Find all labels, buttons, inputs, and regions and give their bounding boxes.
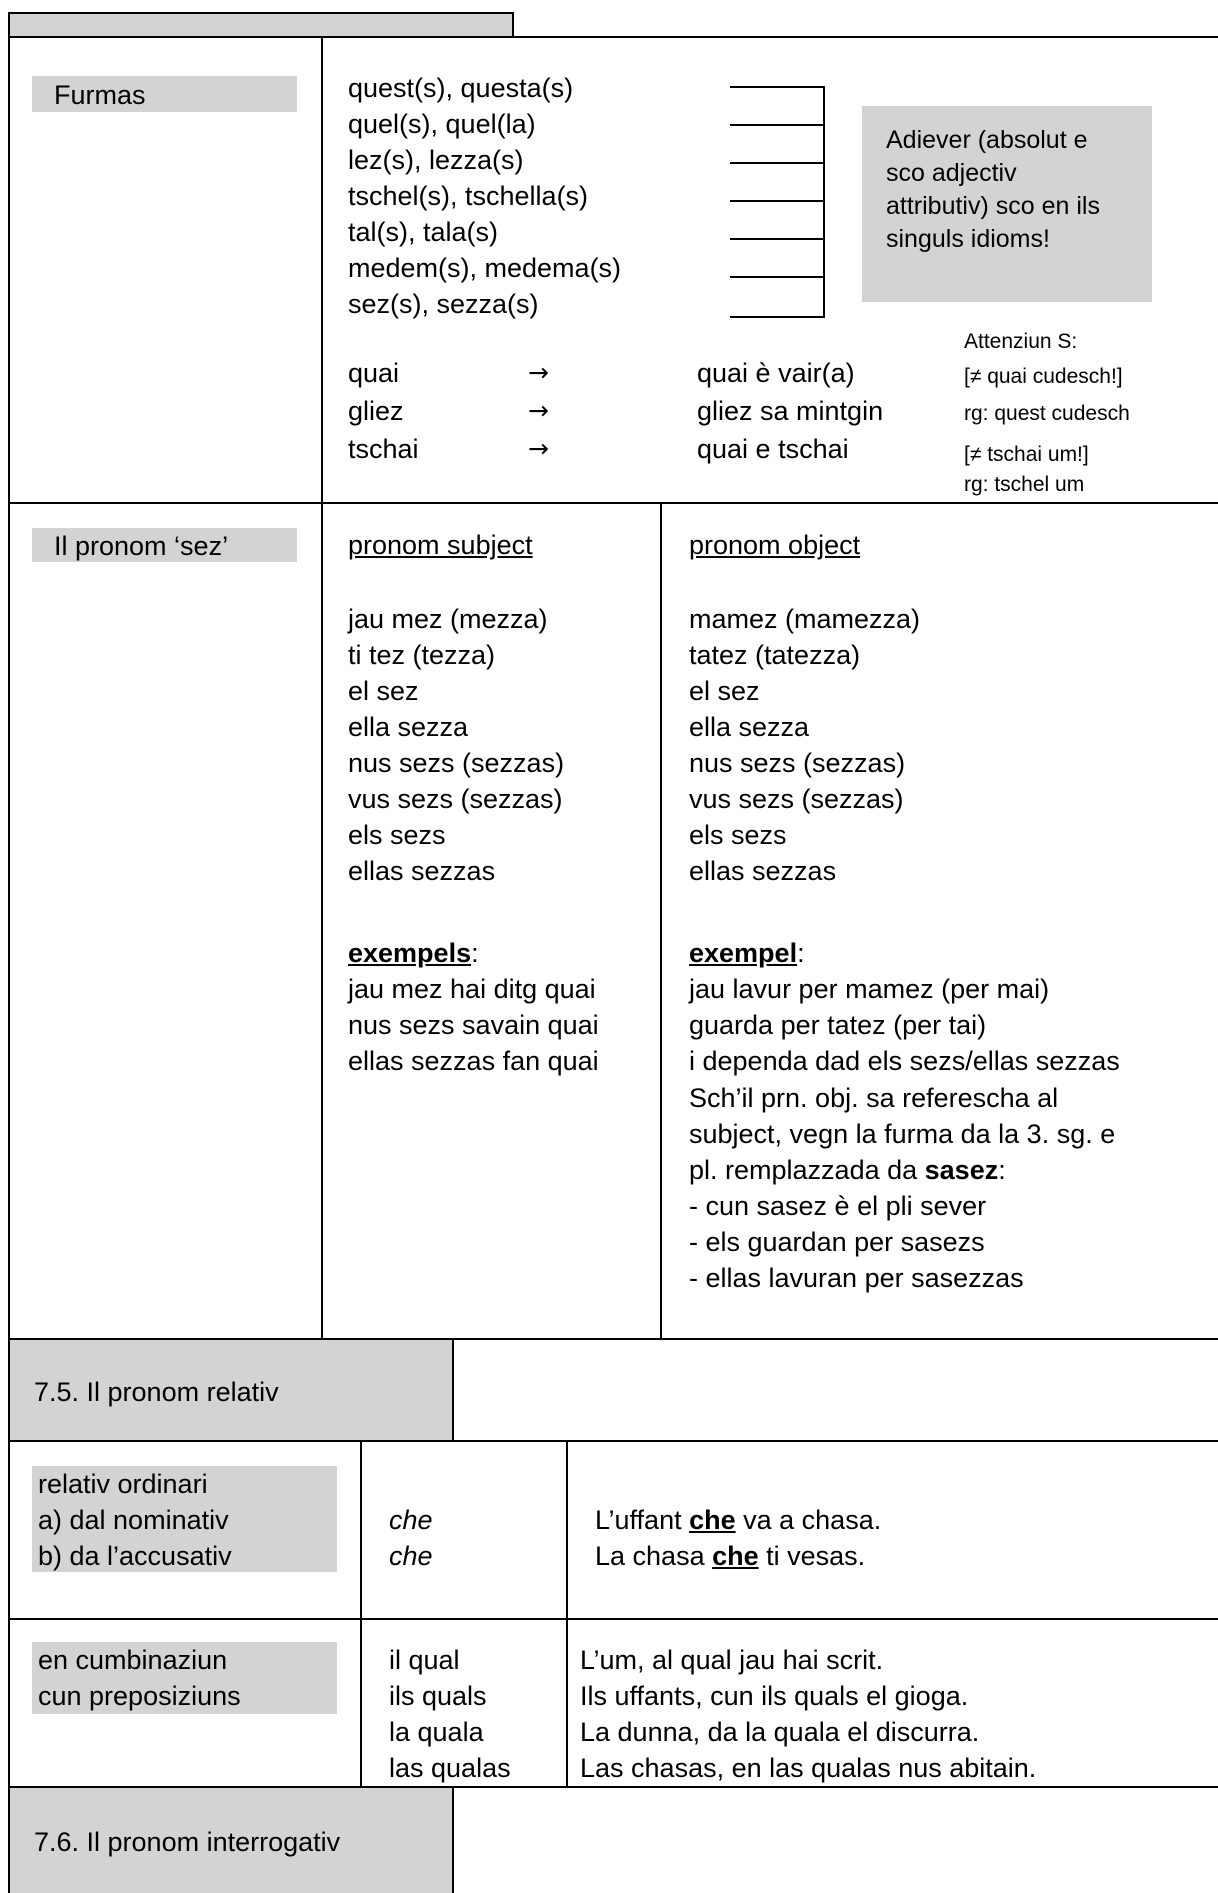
note-example: - els guardan per sasezs <box>689 1227 985 1257</box>
note-line: pl. remplazzada da sasez: <box>689 1155 1006 1185</box>
adverb-example: gliez sa mintgin <box>697 396 884 426</box>
relativ-title-box <box>10 1340 452 1440</box>
object-form: els sezs <box>689 820 787 850</box>
object-examples <box>689 971 1120 1079</box>
note-line: Sch’il prn. obj. sa referescha al <box>689 1083 1059 1113</box>
form-line: sez(s), sezza(s) <box>348 289 539 319</box>
subject-form: ti tez (tezza) <box>348 640 496 670</box>
object-form: mamez (mamezza) <box>689 604 921 634</box>
rule <box>452 1338 454 1440</box>
demonstrative-forms <box>348 70 621 322</box>
relative-example: La dunna, da la quala el discurra. <box>580 1717 980 1747</box>
note-line: Adiever (absolut e <box>886 126 1088 154</box>
rule <box>321 36 323 1338</box>
object-form: el sez <box>689 676 760 706</box>
form-line: medem(s), medema(s) <box>348 253 622 283</box>
object-form: ellas sezzas <box>689 856 837 886</box>
attention-line: rg: tschel um <box>964 473 1085 496</box>
subject-form: vus sezs (sezzas) <box>348 784 563 814</box>
subject-form: el sez <box>348 676 419 706</box>
relative-pronoun: ils quals <box>389 1681 487 1711</box>
relative-example: Ils uffants, cun ils quals el gioga. <box>580 1681 969 1711</box>
subject-examples-heading: exempels: <box>348 938 479 968</box>
note-example: - ellas lavuran per sasezzas <box>689 1263 1024 1293</box>
object-form: vus sezs (sezzas) <box>689 784 904 814</box>
relative-pronoun: las qualas <box>389 1753 511 1783</box>
rule <box>8 1618 1218 1620</box>
object-example: guarda per tatez (per tai) <box>689 1010 987 1040</box>
attention-line: Attenziun S: <box>964 330 1078 353</box>
note-line: singuls idioms! <box>886 225 1050 253</box>
form-line: quel(s), quel(la) <box>348 109 536 139</box>
adverb-word: tschai <box>348 434 419 464</box>
bracket <box>730 86 825 318</box>
ordinari-label: relativ ordinari <box>38 1469 208 1499</box>
interrogativ-title: 7.6. Il pronom interrogativ <box>34 1827 341 1857</box>
arrow-icon: → <box>528 434 549 463</box>
adiever-note <box>862 106 1152 302</box>
subject-form: ellas sezzas <box>348 856 496 886</box>
prep-label-box <box>32 1642 337 1714</box>
relative-example: L’um, al qual jau hai scrit. <box>580 1645 884 1675</box>
rule <box>8 1440 1218 1442</box>
rule <box>660 502 662 1338</box>
prep-label: cun preposiziuns <box>38 1681 241 1711</box>
rule <box>360 1440 362 1786</box>
attention-line: rg: quest cudesch <box>964 402 1130 425</box>
subject-form: jau mez (mezza) <box>348 604 548 634</box>
relative-pronoun: che <box>389 1541 433 1571</box>
sasez-note <box>689 1080 1115 1296</box>
subject-example: ellas sezzas fan quai <box>348 1046 599 1076</box>
adverb-example: quai e tschai <box>697 434 849 464</box>
adverb-example: quai è vair(a) <box>697 358 855 388</box>
relative-example: Las chasas, en las qualas nus abitain. <box>580 1753 1037 1783</box>
note-line: attributiv) sco en ils <box>886 192 1100 220</box>
subject-forms <box>348 601 564 889</box>
ordinari-label: a) dal nominativ <box>38 1505 229 1535</box>
subject-form: ella sezza <box>348 712 469 742</box>
note-example: - cun sasez è el pli sever <box>689 1191 987 1221</box>
furmas-label-box <box>32 76 297 112</box>
interrogativ-title-box <box>10 1788 452 1893</box>
relativ-title: 7.5. Il pronom relativ <box>34 1377 279 1407</box>
object-form: ella sezza <box>689 712 810 742</box>
subject-form: nus sezs (sezzas) <box>348 748 565 778</box>
form-line: tal(s), tala(s) <box>348 217 499 247</box>
arrow-icon: → <box>528 396 549 425</box>
top-tab <box>8 12 514 38</box>
object-examples-heading: exempel: <box>689 938 805 968</box>
note-line: sco adjectiv <box>886 159 1017 187</box>
furmas-label: Furmas <box>54 80 146 110</box>
rule <box>452 1786 454 1893</box>
adverb-word: gliez <box>348 396 404 426</box>
ordinari-label-box <box>32 1466 337 1572</box>
rule <box>8 36 10 1893</box>
sez-label-box <box>32 528 297 562</box>
adverb-word: quai <box>348 358 400 388</box>
subject-example: nus sezs savain quai <box>348 1010 599 1040</box>
relative-example: L’uffant che va a chasa. <box>595 1505 882 1535</box>
object-example: jau lavur per mamez (per mai) <box>689 974 1050 1004</box>
object-header: pronom object <box>689 530 861 560</box>
prep-examples <box>580 1642 1036 1786</box>
subject-header: pronom subject <box>348 530 533 560</box>
relative-pronoun: che <box>389 1505 433 1535</box>
object-forms <box>689 601 920 889</box>
form-line: quest(s), questa(s) <box>348 73 574 103</box>
subject-form: els sezs <box>348 820 446 850</box>
subject-examples <box>348 971 599 1079</box>
object-form: tatez (tatezza) <box>689 640 861 670</box>
object-form: nus sezs (sezzas) <box>689 748 906 778</box>
sez-label: Il pronom ‘sez’ <box>54 531 229 561</box>
relative-pronoun: la quala <box>389 1717 484 1747</box>
note-line: subject, vegn la furma da la 3. sg. e <box>689 1119 1116 1149</box>
relative-example: La chasa che ti vesas. <box>595 1541 866 1571</box>
object-example: i dependa dad els sezs/ellas sezzas <box>689 1046 1120 1076</box>
prep-pronouns <box>389 1642 511 1786</box>
arrow-icon: → <box>528 358 549 387</box>
form-line: lez(s), lezza(s) <box>348 145 524 175</box>
form-line: tschel(s), tschella(s) <box>348 181 589 211</box>
rule <box>566 1440 568 1786</box>
relative-pronoun: il qual <box>389 1645 460 1675</box>
attention-line: [≠ quai cudesch!] <box>964 365 1123 388</box>
prep-label: en cumbinaziun <box>38 1645 228 1675</box>
ordinari-label: b) da l’accusativ <box>38 1541 232 1571</box>
rule <box>8 36 1218 38</box>
subject-example: jau mez hai ditg quai <box>348 974 596 1004</box>
attention-line: [≠ tschai um!] <box>964 443 1089 466</box>
